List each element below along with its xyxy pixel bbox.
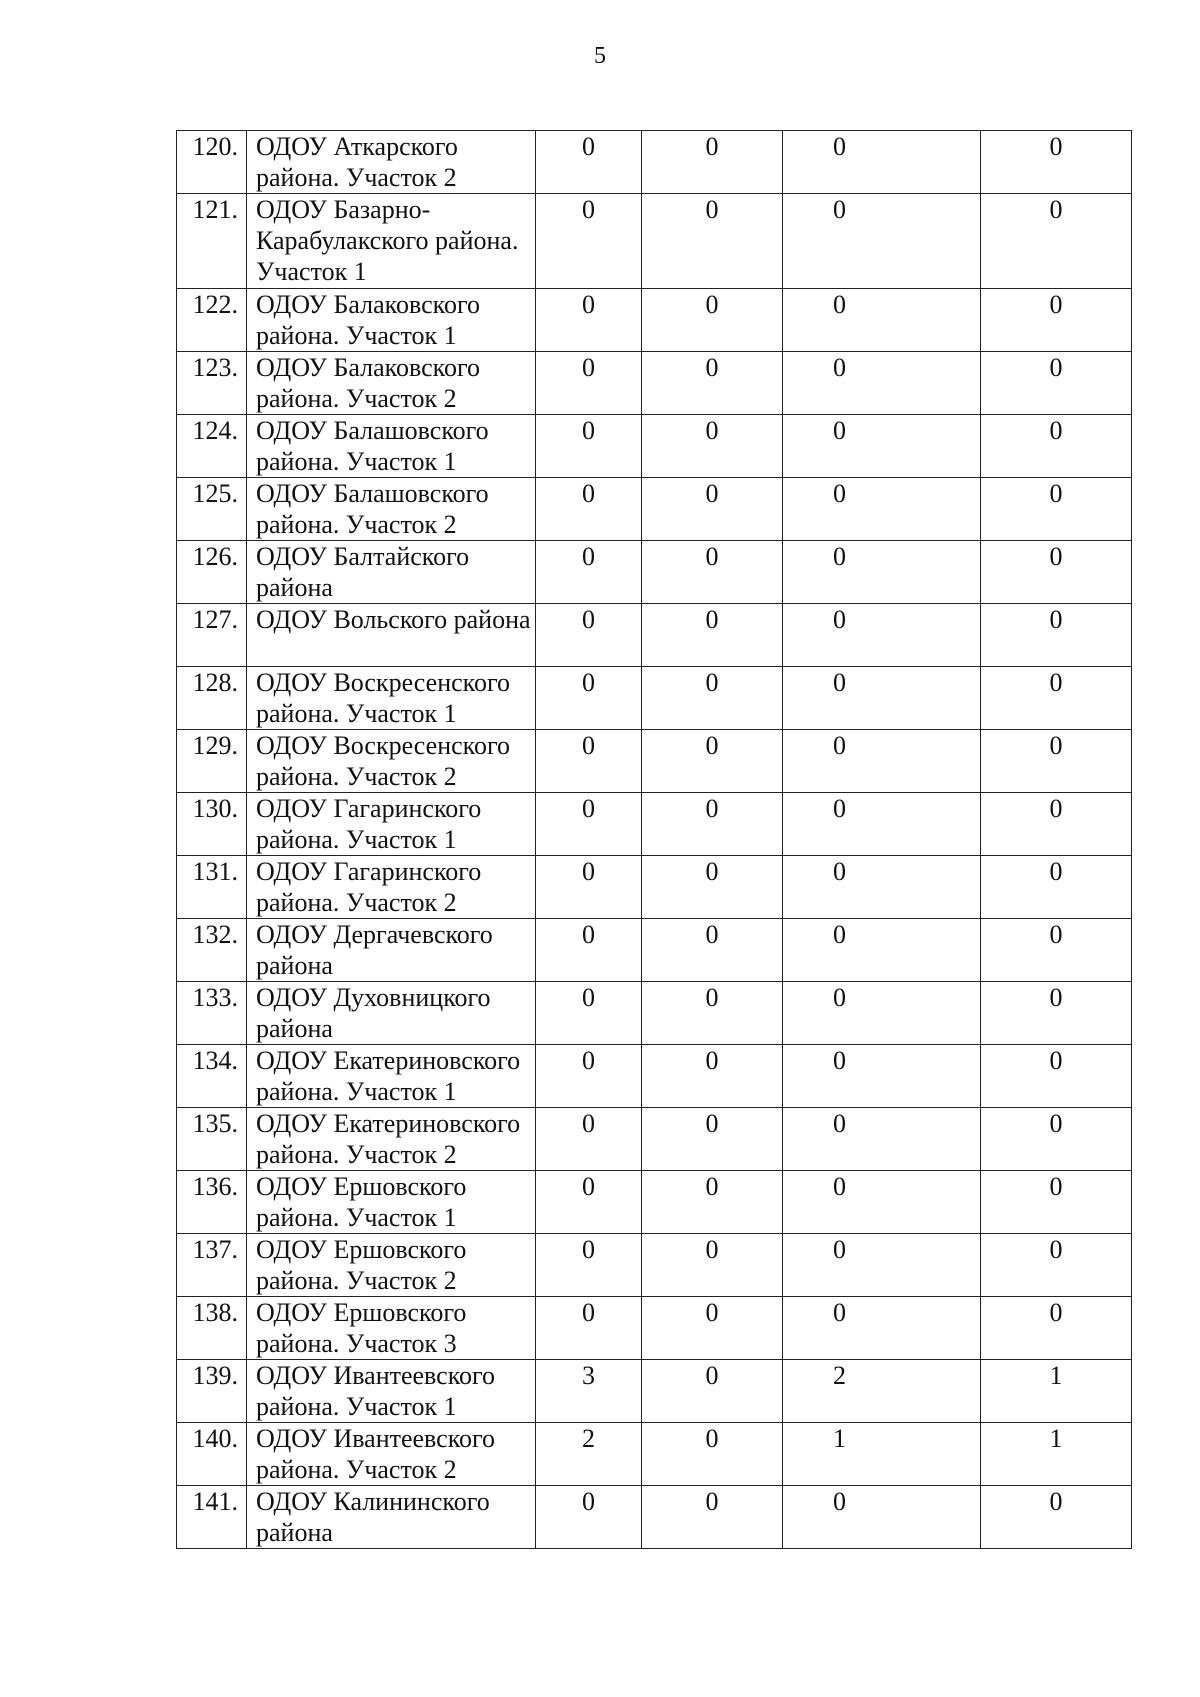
value-3-cell: 0 <box>783 352 981 415</box>
row-number-cell: 121. <box>177 194 247 289</box>
value-2-cell: 0 <box>642 289 783 352</box>
value-4-cell: 0 <box>981 982 1132 1045</box>
row-name-cell: ОДОУ Балтайского района <box>247 541 536 604</box>
table-row <box>177 415 1132 478</box>
value-1-cell: 0 <box>536 856 642 919</box>
value-1-cell: 0 <box>536 730 642 793</box>
value-3-cell: 0 <box>783 415 981 478</box>
value-1-cell: 0 <box>536 194 642 289</box>
row-name-cell: ОДОУ Балаковского района. Участок 1 <box>247 289 536 352</box>
value-2-cell: 0 <box>642 352 783 415</box>
value-1-cell: 0 <box>536 793 642 856</box>
table-row <box>177 604 1132 667</box>
table-row <box>177 793 1132 856</box>
value-3-cell: 0 <box>783 604 981 667</box>
value-4-cell: 0 <box>981 131 1132 194</box>
value-4-cell: 0 <box>981 541 1132 604</box>
value-2-cell: 0 <box>642 793 783 856</box>
table-row <box>177 856 1132 919</box>
row-name-cell: ОДОУ Гагаринского района. Участок 2 <box>247 856 536 919</box>
row-name-cell: ОДОУ Дергачевского района <box>247 919 536 982</box>
row-number-cell: 141. <box>177 1486 247 1549</box>
value-4-cell: 0 <box>981 1234 1132 1297</box>
value-1-cell: 0 <box>536 289 642 352</box>
value-4-cell: 0 <box>981 793 1132 856</box>
value-2-cell: 0 <box>642 1045 783 1108</box>
value-4-cell: 1 <box>981 1423 1132 1486</box>
value-1-cell: 0 <box>536 982 642 1045</box>
table-row <box>177 194 1132 289</box>
table-row <box>177 1108 1132 1171</box>
row-name-cell: ОДОУ Ершовского района. Участок 1 <box>247 1171 536 1234</box>
table-row <box>177 1486 1132 1549</box>
value-2-cell: 0 <box>642 478 783 541</box>
row-name-cell: ОДОУ Аткарского района. Участок 2 <box>247 131 536 194</box>
page-number: 5 <box>594 43 606 69</box>
row-name-cell: ОДОУ Балашовского района. Участок 1 <box>247 415 536 478</box>
value-3-cell: 0 <box>783 289 981 352</box>
table-body <box>177 131 1132 1549</box>
row-name-cell: ОДОУ Балаковского района. Участок 2 <box>247 352 536 415</box>
value-3-cell: 0 <box>783 131 981 194</box>
value-1-cell: 0 <box>536 604 642 667</box>
value-4-cell: 0 <box>981 1297 1132 1360</box>
value-4-cell: 0 <box>981 352 1132 415</box>
row-number-cell: 139. <box>177 1360 247 1423</box>
table-row <box>177 1234 1132 1297</box>
value-3-cell: 0 <box>783 730 981 793</box>
value-1-cell: 2 <box>536 1423 642 1486</box>
row-number-cell: 123. <box>177 352 247 415</box>
table-row <box>177 1297 1132 1360</box>
value-4-cell: 0 <box>981 478 1132 541</box>
row-number-cell: 130. <box>177 793 247 856</box>
value-2-cell: 0 <box>642 1423 783 1486</box>
table-row <box>177 478 1132 541</box>
value-1-cell: 0 <box>536 541 642 604</box>
value-2-cell: 0 <box>642 1486 783 1549</box>
row-name-cell: ОДОУ Вольского района <box>247 604 536 667</box>
row-name-cell: ОДОУ Гагаринского района. Участок 1 <box>247 793 536 856</box>
value-4-cell: 0 <box>981 1171 1132 1234</box>
value-3-cell: 0 <box>783 856 981 919</box>
row-name-cell: ОДОУ Екатериновского района. Участок 2 <box>247 1108 536 1171</box>
value-3-cell: 2 <box>783 1360 981 1423</box>
value-1-cell: 0 <box>536 1108 642 1171</box>
table-row <box>177 919 1132 982</box>
value-3-cell: 0 <box>783 1108 981 1171</box>
value-4-cell: 0 <box>981 194 1132 289</box>
value-2-cell: 0 <box>642 667 783 730</box>
value-2-cell: 0 <box>642 1360 783 1423</box>
row-name-cell: ОДОУ Духовницкого района <box>247 982 536 1045</box>
row-number-cell: 125. <box>177 478 247 541</box>
value-3-cell: 0 <box>783 982 981 1045</box>
value-1-cell: 0 <box>536 1297 642 1360</box>
value-4-cell: 1 <box>981 1360 1132 1423</box>
row-name-cell: ОДОУ Ивантеевского района. Участок 1 <box>247 1360 536 1423</box>
value-3-cell: 0 <box>783 667 981 730</box>
value-4-cell: 0 <box>981 730 1132 793</box>
row-number-cell: 131. <box>177 856 247 919</box>
table-row <box>177 289 1132 352</box>
value-3-cell: 0 <box>783 1171 981 1234</box>
row-name-cell: ОДОУ Ивантеевского района. Участок 2 <box>247 1423 536 1486</box>
value-3-cell: 0 <box>783 1297 981 1360</box>
value-2-cell: 0 <box>642 919 783 982</box>
value-2-cell: 0 <box>642 730 783 793</box>
table-row <box>177 667 1132 730</box>
row-name-cell: ОДОУ Ершовского района. Участок 3 <box>247 1297 536 1360</box>
value-1-cell: 0 <box>536 1234 642 1297</box>
value-2-cell: 0 <box>642 604 783 667</box>
value-4-cell: 0 <box>981 1045 1132 1108</box>
value-4-cell: 0 <box>981 919 1132 982</box>
value-1-cell: 0 <box>536 919 642 982</box>
table-row <box>177 1423 1132 1486</box>
value-3-cell: 0 <box>783 919 981 982</box>
results-table <box>176 130 1132 1549</box>
value-2-cell: 0 <box>642 856 783 919</box>
value-4-cell: 0 <box>981 289 1132 352</box>
table-row <box>177 131 1132 194</box>
row-number-cell: 132. <box>177 919 247 982</box>
value-4-cell: 0 <box>981 856 1132 919</box>
value-4-cell: 0 <box>981 1108 1132 1171</box>
table-row <box>177 1045 1132 1108</box>
row-number-cell: 124. <box>177 415 247 478</box>
row-name-cell: ОДОУ Ершовского района. Участок 2 <box>247 1234 536 1297</box>
value-3-cell: 0 <box>783 194 981 289</box>
row-number-cell: 135. <box>177 1108 247 1171</box>
row-number-cell: 128. <box>177 667 247 730</box>
table-row <box>177 541 1132 604</box>
value-4-cell: 0 <box>981 1486 1132 1549</box>
value-1-cell: 0 <box>536 1171 642 1234</box>
row-number-cell: 122. <box>177 289 247 352</box>
row-number-cell: 137. <box>177 1234 247 1297</box>
value-2-cell: 0 <box>642 982 783 1045</box>
value-2-cell: 0 <box>642 1297 783 1360</box>
value-3-cell: 0 <box>783 1234 981 1297</box>
value-4-cell: 0 <box>981 604 1132 667</box>
value-1-cell: 0 <box>536 1486 642 1549</box>
row-name-cell: ОДОУ Балашовского района. Участок 2 <box>247 478 536 541</box>
row-number-cell: 126. <box>177 541 247 604</box>
value-2-cell: 0 <box>642 1108 783 1171</box>
row-name-cell: ОДОУ Воскресенского района. Участок 1 <box>247 667 536 730</box>
value-1-cell: 0 <box>536 478 642 541</box>
value-1-cell: 3 <box>536 1360 642 1423</box>
row-number-cell: 140. <box>177 1423 247 1486</box>
value-2-cell: 0 <box>642 194 783 289</box>
table-row <box>177 1171 1132 1234</box>
value-3-cell: 0 <box>783 1486 981 1549</box>
value-2-cell: 0 <box>642 541 783 604</box>
value-3-cell: 0 <box>783 541 981 604</box>
value-1-cell: 0 <box>536 352 642 415</box>
row-number-cell: 127. <box>177 604 247 667</box>
table-row <box>177 352 1132 415</box>
value-2-cell: 0 <box>642 131 783 194</box>
value-2-cell: 0 <box>642 1234 783 1297</box>
table-row <box>177 1360 1132 1423</box>
value-1-cell: 0 <box>536 1045 642 1108</box>
value-3-cell: 0 <box>783 1045 981 1108</box>
table-row <box>177 730 1132 793</box>
value-3-cell: 0 <box>783 793 981 856</box>
value-1-cell: 0 <box>536 415 642 478</box>
row-number-cell: 133. <box>177 982 247 1045</box>
value-3-cell: 0 <box>783 478 981 541</box>
row-number-cell: 134. <box>177 1045 247 1108</box>
row-name-cell: ОДОУ Екатериновского района. Участок 1 <box>247 1045 536 1108</box>
row-name-cell: ОДОУ Калининского района <box>247 1486 536 1549</box>
value-4-cell: 0 <box>981 415 1132 478</box>
row-number-cell: 138. <box>177 1297 247 1360</box>
value-4-cell: 0 <box>981 667 1132 730</box>
table-row <box>177 982 1132 1045</box>
value-2-cell: 0 <box>642 1171 783 1234</box>
row-name-cell: ОДОУ Базарно-Карабулакского района. Участок 1 <box>247 194 536 289</box>
row-name-cell: ОДОУ Воскресенского района. Участок 2 <box>247 730 536 793</box>
row-number-cell: 129. <box>177 730 247 793</box>
row-number-cell: 136. <box>177 1171 247 1234</box>
row-number-cell: 120. <box>177 131 247 194</box>
value-1-cell: 0 <box>536 131 642 194</box>
value-2-cell: 0 <box>642 415 783 478</box>
value-3-cell: 1 <box>783 1423 981 1486</box>
value-1-cell: 0 <box>536 667 642 730</box>
